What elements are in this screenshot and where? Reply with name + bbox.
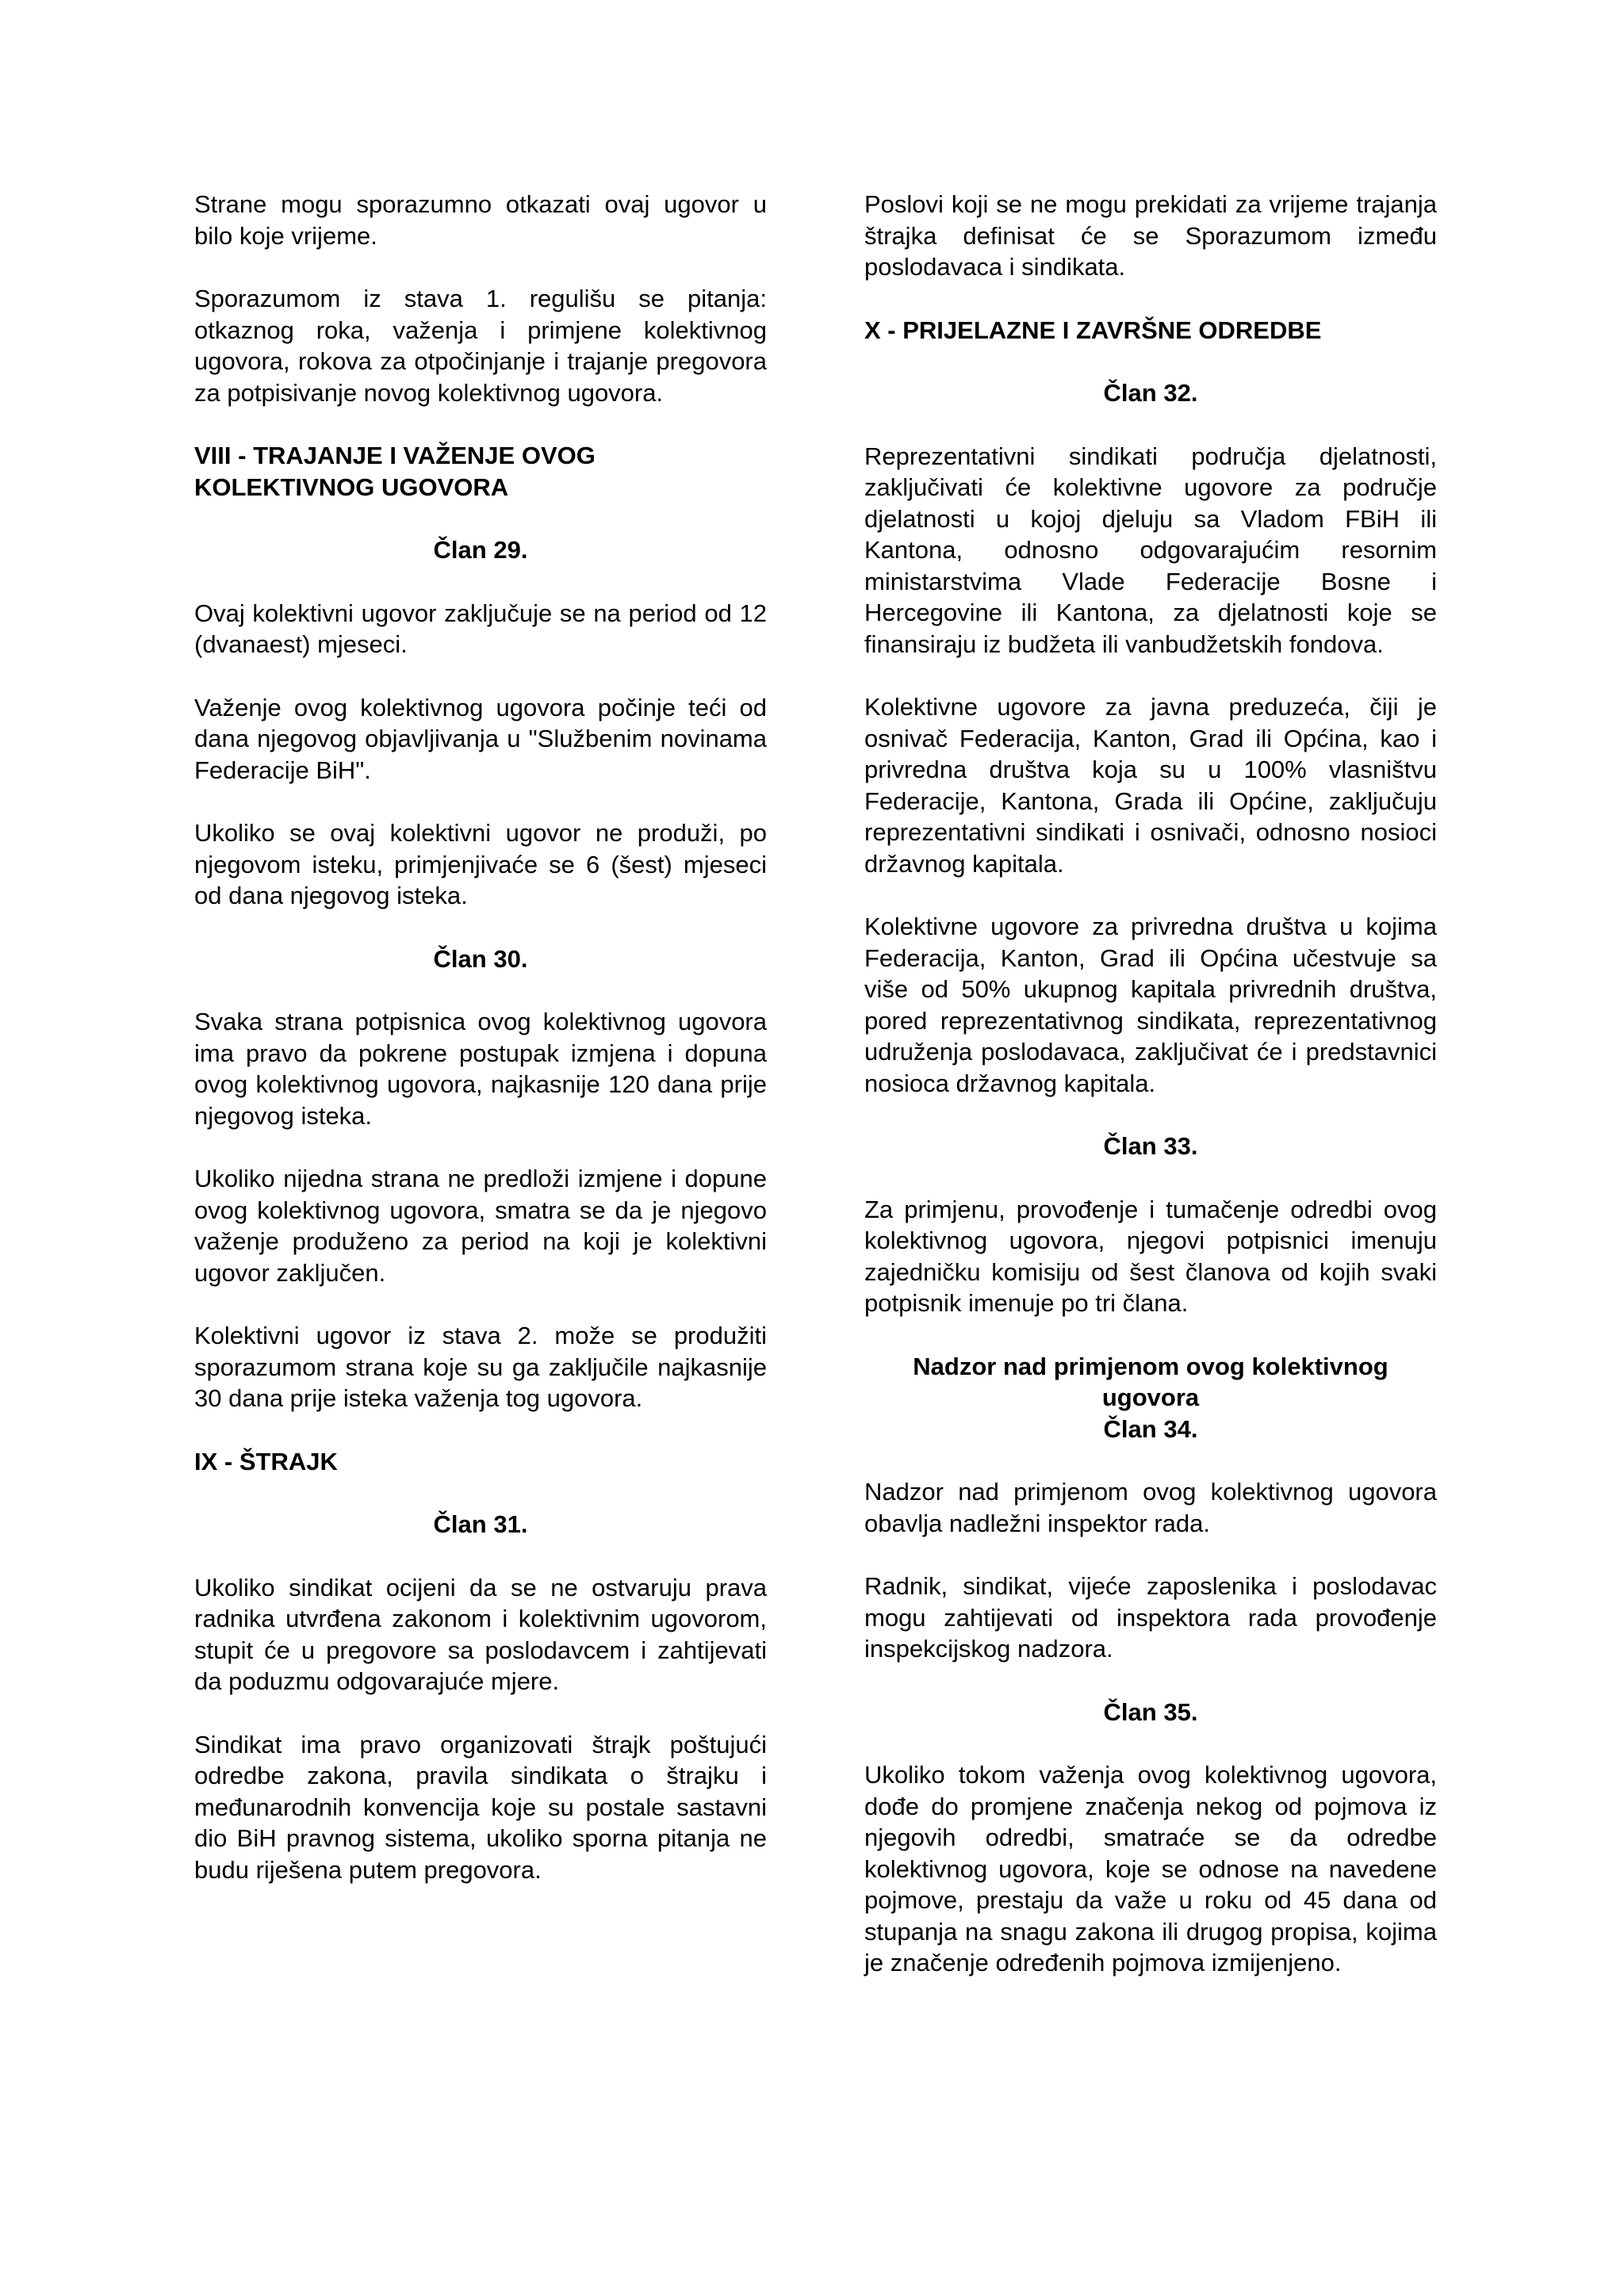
paragraph: Kolektivni ugovor iz stava 2. može se produžiti sporazumom strana koje su ga zaključile najkasnije 30 dana prije isteka važenja tog ugovora. [194,1322,767,1412]
paragraph: Sindikat ima pravo organizovati štrajk poštujući odredbe zakona, pravila sindikata o štrajku i međunarodnih konvencija koje su postale sastavni dio BiH pravnog sistema, ukoliko sporna pitanja ne budu riješena putem pregovora. [194,1730,767,1884]
paragraph: Ukoliko nijedna strana ne predloži izmjene i dopune ovog kolektivnog ugovora, smatra se da je njegovo važenje produženo za period na koji je kolektivni ugovor zaključen. [194,1165,767,1287]
paragraph: Za primjenu, provođenje i tumačenje odredbi ovog kolektivnog ugovora, njegovi potpisnici imenuju zajedničku komisiju od šest članova od kojih svaki potpisnik imenuje po tri člana. [864,1195,1437,1317]
paragraph: Kolektivne ugovore za javna preduzeća, čiji je osnivač Federacija, Kanton, Grad ili Općina, kao i privredna društva koja su u 100% vlasništvu Federacije, Kantona, Grada ili Općine, zaključuju reprezentativni sindikati i osnivači, odnosno nosioci državnog kapitala. [864,693,1437,878]
article-title-34: Član 34. [1103,1414,1198,1443]
section-heading-x: X - PRIJELAZNE I ZAVRŠNE ODREDBE [864,316,1322,344]
paragraph: Nadzor nad primjenom ovog kolektivnog ugovora obavlja nadležni inspektor rada. [864,1478,1437,1537]
paragraph: Svaka strana potpisnica ovog kolektivnog ugovora ima pravo da pokrene postupak izmjena i dopuna ovog kolektivnog ugovora, najkasnije 120 dana prije njegovog isteka. [194,1008,767,1130]
section-heading-ix: IX - ŠTRAJK [194,1447,338,1475]
article-title-35: Član 35. [1103,1697,1198,1726]
article-title-31: Član 31. [433,1510,528,1538]
left-column [194,189,767,1917]
paragraph: Ukoliko tokom važenja ovog kolektivnog ugovora, dođe do promjene značenja nekog od pojmova iz njegovih odredbi, smatraće se da odredbe kolektivnog ugovora, koje se odnose na navedene pojmove, prestaju da važe u roku od 45 dana od stupanja na snagu zakona ili drugog propisa, kojima je značenje određenih pojmova izmijenjeno. [864,1761,1437,1976]
paragraph: Reprezentativni sindikati područja djelatnosti, zaključivati će kolektivne ugovore za područje djelatnosti u kojoj djeluju sa Vladom FBiH ili Kantona, odnosno odgovarajućim resornim ministarstvima Vlade Federacije Bosne i Hercegovine ili Kantona, za djelatnosti koje se finansiraju iz budžeta ili vanbudžetskih fondova. [864,442,1437,658]
article-title-32: Član 32. [1103,379,1198,407]
section-heading-viii: VIII - TRAJANJE I VAŽENJE OVOG KOLEKTIVNOG UGOVORA [194,442,596,501]
paragraph: Strane mogu sporazumno otkazati ovaj ugovor u bilo koje vrijeme. [194,190,767,250]
article-title-30: Član 30. [433,944,528,973]
subheading-nadzor: Nadzor nad primjenom ovog kolektivnog ugovora [913,1352,1388,1411]
paragraph: Ovaj kolektivni ugovor zaključuje se na period od 12 (dvanaest) mjeseci. [194,599,767,658]
paragraph: Kolektivne ugovore za privredna društva u kojima Federacija, Kanton, Grad ili Općina učestvuje sa više od 50% ukupnog kapitala privrednih društva, pored reprezentativnog sindikata, reprezentativnog udruženja poslodavaca, zaključivat će i predstavnici nosioca državnog kapitala. [864,913,1437,1097]
article-title-29: Član 29. [433,536,528,564]
paragraph: Poslovi koji se ne mogu prekidati za vrijeme trajanja štrajka definisat će se Sporazumom između poslodavaca i sindikata. [864,190,1437,281]
paragraph: Sporazumom iz stava 1. regulišu se pitanja: otkaznog roka, važenja i primjene kolektivnog ugovora, rokova za otpočinjanje i trajanje pregovora za potpisivanje novog kolektivnog ugovora. [194,285,767,407]
paragraph: Ukoliko se ovaj kolektivni ugovor ne produži, po njegovom isteku, primjenjivaće se 6 (šest) mjeseci od dana njegovog isteka. [194,819,767,909]
right-column [864,189,1437,2011]
paragraph: Ukoliko sindikat ocijeni da se ne ostvaruju prava radnika utvrđena zakonom i kolektivnim ugovorom, stupit će u pregovore sa poslodavcem i zahtijevati da poduzmu odgovarajuće mjere. [194,1573,767,1695]
paragraph: Radnik, sindikat, vijeće zaposlenika i poslodavac mogu zahtijevati od inspektora rada provođenje inspekcijskog nadzora. [864,1572,1437,1663]
paragraph: Važenje ovog kolektivnog ugovora počinje teći od dana njegovog objavljivanja u "Službenim novinama Federacije BiH". [194,693,767,784]
article-title-33: Član 33. [1103,1132,1198,1160]
